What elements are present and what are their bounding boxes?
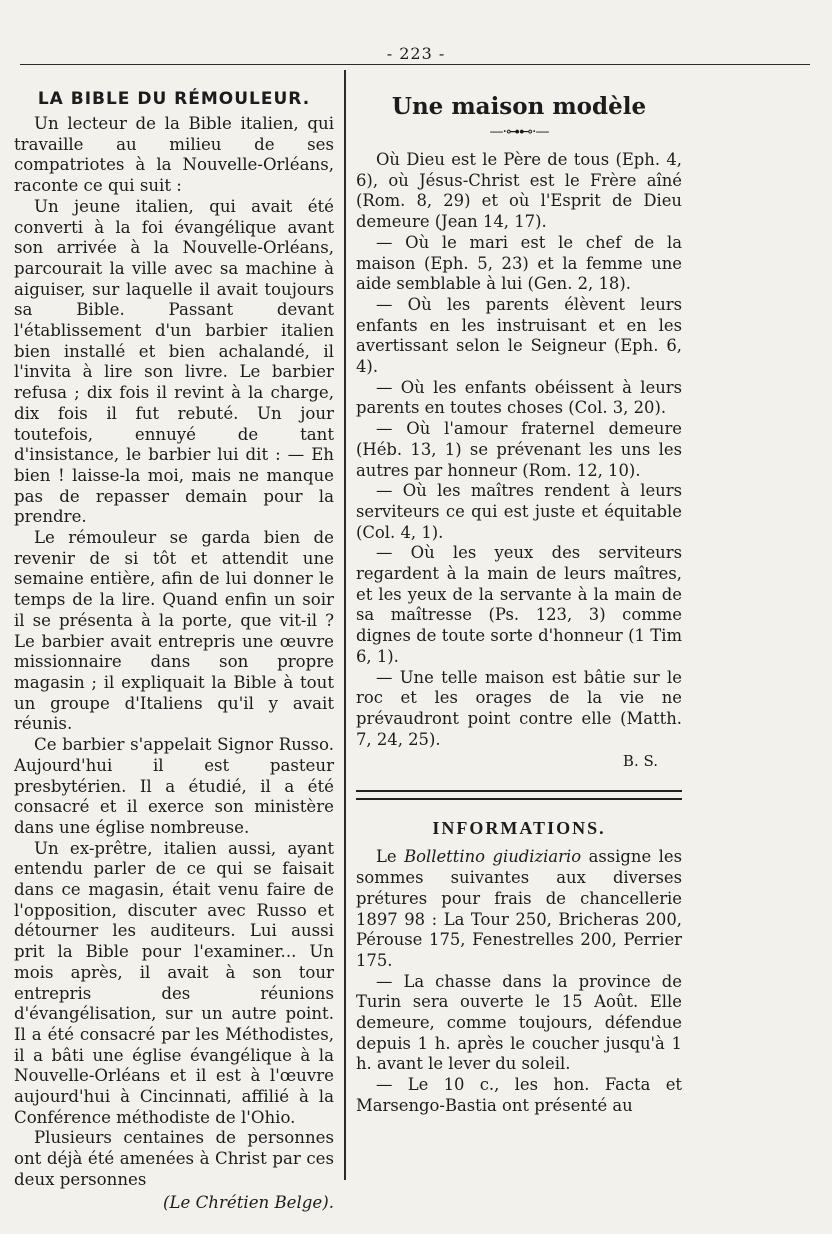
right-paragraph-7: — Où les yeux des serviteurs regardent à la main de leurs maîtres, et les yeux de la servante à la main de sa maîtresse (Ps. 123, 3) comme dignes de toute sorte d'honneur (1 Tim 6, 1). bbox=[356, 543, 682, 666]
right-paragraph-5: — Où l'amour fraternel demeure (Héb. 13, 1) se prévenant les uns les autres par honneur (Rom. 12, 10). bbox=[356, 419, 682, 480]
informations-heading: INFORMATIONS. bbox=[432, 818, 606, 839]
page-number: - 223 - bbox=[386, 44, 446, 63]
source-citation: (Le Chrétien Belge). bbox=[163, 1192, 334, 1212]
info-paragraph-2: — La chasse dans la province de Turin sera ouverte le 15 Août. Elle demeure, comme toujours, défendue depuis 1 h. après le coucher jusqu'à 1 h. avant le lever du soleil. bbox=[356, 971, 682, 1074]
info-paragraph-3: — Le 10 c., les hon. Facta et Marsengo-Bastia ont présenté au bbox=[356, 1075, 682, 1115]
right-paragraph-1: Où Dieu est le Père de tous (Eph. 4, 6), où Jésus-Christ est le Frère aîné (Rom. 8, 29) et où l'Esprit de Dieu demeure (Jean 14, 17). bbox=[356, 150, 682, 232]
left-paragraph-5: Un ex-prêtre, italien aussi, ayant entendu parler de ce qui se faisait dans ce magasin, était venu faire de l'opposition, discuter avec Russo et détourner les auditeurs. Lui aussi prit la Bible pour l'examiner... Un mois après, il avait à son tour entrepris des réunions d'évangélisation, sur un autre point. Il a été consacré par les Méthodistes, il a bâti une église évangélique à la Nouvelle-Orléans et il est à l'œuvre aujourd'hui à Cincinnati, affilié à la Conférence méthodiste de l'Ohio. bbox=[14, 838, 334, 1127]
right-column bbox=[356, 90, 682, 1117]
left-paragraph-1: Un lecteur de la Bible italien, qui travaille au milieu de ses compatriotes à la Nouvelle-Orléans, raconte ce qui suit : bbox=[14, 114, 334, 196]
right-paragraph-8: — Une telle maison est bâtie sur le roc et les orages de la vie ne prévaudront point contre elle (Matth. 7, 24, 25). bbox=[356, 667, 682, 749]
left-paragraph-3: Le rémouleur se garda bien de revenir de si tôt et attendit une semaine entière, afin de lui donner le temps de la lire. Quand enfin un soir il se présenta à la porte, que vit-il ? Le barbier avait entrepris une œuvre missionnaire dans son propre magasin ; il expliquait la Bible à tout un groupe d'Italiens qu'il y avait réunis. bbox=[14, 528, 334, 734]
section-separator bbox=[356, 790, 682, 800]
right-paragraph-4: — Où les enfants obéissent à leurs parents en toutes choses (Col. 3, 20). bbox=[356, 377, 682, 418]
right-paragraph-2: — Où le mari est le chef de la maison (Eph. 5, 23) et la femme une aide semblable à lui (Gen. 2, 18). bbox=[356, 232, 682, 294]
article-title-bible-remouleur: LA BIBLE DU RÉMOULEUR. bbox=[37, 89, 311, 109]
signature: B. S. bbox=[622, 752, 658, 771]
top-rule bbox=[20, 64, 810, 65]
right-paragraph-6: — Où les maîtres rendent à leurs serviteurs ce qui est juste et équitable (Col. 4, 1). bbox=[356, 481, 682, 542]
right-paragraph-3: — Où les parents élèvent leurs enfants en les instruisant et en les avertissant selon le Seigneur (Eph. 6, 4). bbox=[356, 294, 682, 377]
left-paragraph-6: Plusieurs centaines de personnes ont déjà été amenées à Christ par ces deux personnes bbox=[14, 1128, 334, 1189]
left-paragraph-4: Ce barbier s'appelait Signor Russo. Aujourd'hui il est pasteur presbytérien. Il a étudié, il a été consacré et il exerce son ministère dans une église nombreuse. bbox=[14, 735, 334, 837]
article-title-maison-modele: Une maison modèle bbox=[391, 93, 647, 120]
ornament-divider: —·⊶⊷·— bbox=[489, 124, 549, 140]
info-paragraph-1: Le Bollettino giudiziario assigne les sommes suivantes aux diverses prétures pour frais de chancellerie 1897 98 : La Tour 250, Bricheras 200, Pérouse 175, Fenestrelles 200, Perrier 175. bbox=[356, 847, 682, 970]
column-divider bbox=[344, 70, 346, 1180]
left-column bbox=[14, 86, 334, 1213]
bollettino-title: Bollettino giudiziario bbox=[404, 847, 582, 867]
left-paragraph-2: Un jeune italien, qui avait été converti à la foi évangélique avant son arrivée à la Nouvelle-Orléans, parcourait la ville avec sa machine à aiguiser, sur laquelle il avait toujours sa Bible. Passant devant l'établissement d'un barbier italien bien installé et bien achalandé, il l'invita à lire son livre. Le barbier refusa ; dix fois il revint à la charge, dix fois il fut rebuté. Un jour toutefois, ennuyé de tant d'insistance, le barbier lui dit : — Eh bien ! laisse-la moi, mais ne manque pas de repasser demain pour la prendre. bbox=[14, 196, 334, 527]
